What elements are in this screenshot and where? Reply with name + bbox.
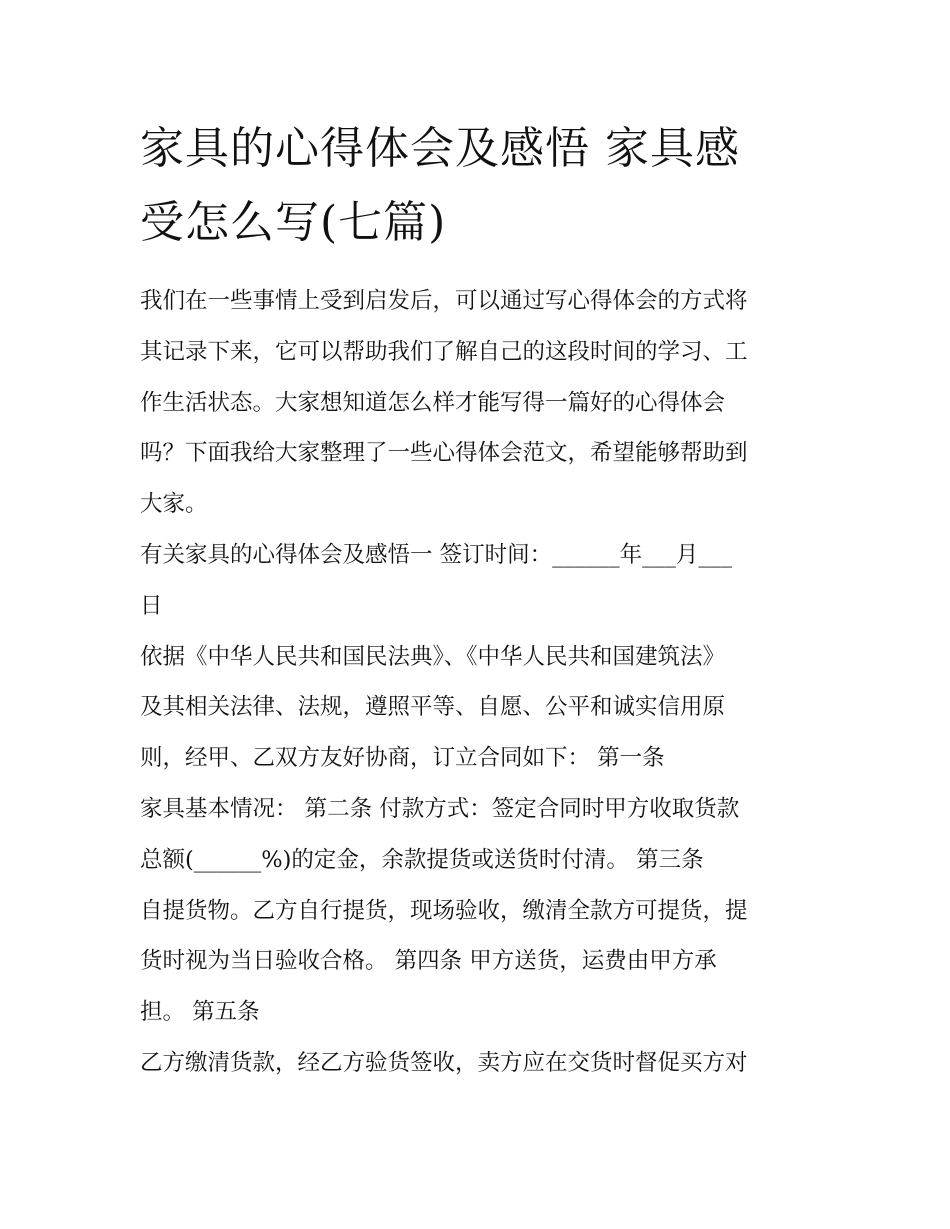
document-body bbox=[140, 276, 830, 1089]
title-line: 家具的心得体会及感悟 家具感 bbox=[140, 123, 740, 174]
body-line: 货时视为当日验收合格。 第四条 甲方送货，运费由甲方承 bbox=[140, 948, 717, 975]
body-line: 自提货物。乙方自行提货，现场验收，缴清全款方可提货，提 bbox=[140, 897, 748, 924]
body-line: 乙方缴清货款，经乙方验货签收，卖方应在交货时督促买方对 bbox=[140, 1049, 748, 1076]
body-line: 则，经甲、乙双方友好协商，订立合同如下： 第一条 bbox=[140, 745, 665, 772]
body-line: 其记录下来，它可以帮助我们了解自己的这段时间的学习、工 bbox=[140, 338, 748, 365]
body-line: 及其相关法律、法规，遵照平等、自愿、公平和诚实信用原 bbox=[140, 694, 726, 721]
body-line: 我们在一些事情上受到启发后，可以通过写心得体会的方式将 bbox=[140, 288, 748, 314]
body-line: 家具基本情况： 第二条 付款方式：签定合同时甲方收取货款 bbox=[140, 795, 740, 822]
body-line: 总额(______%)的定金，余款提货或送货时付清。 第三条 bbox=[140, 846, 704, 873]
body-line: 日 bbox=[140, 592, 163, 619]
body-line: 大家。 bbox=[140, 491, 208, 518]
body-line: 担。 第五条 bbox=[140, 999, 260, 1026]
body-line: 有关家具的心得体会及感悟一 签订时间：______年___月___ bbox=[140, 541, 733, 568]
title-line: 受怎么写(七篇) bbox=[140, 197, 447, 248]
body-line: 作生活状态。大家想知道怎么样才能写得一篇好的心得体会 bbox=[140, 389, 726, 416]
body-line: 依据《中华人民共和国民法典》、《中华人民共和国建筑法》 bbox=[140, 643, 726, 670]
document-title bbox=[140, 112, 820, 260]
body-line: 吗？下面我给大家整理了一些心得体会范文，希望能够帮助到 bbox=[140, 440, 748, 467]
